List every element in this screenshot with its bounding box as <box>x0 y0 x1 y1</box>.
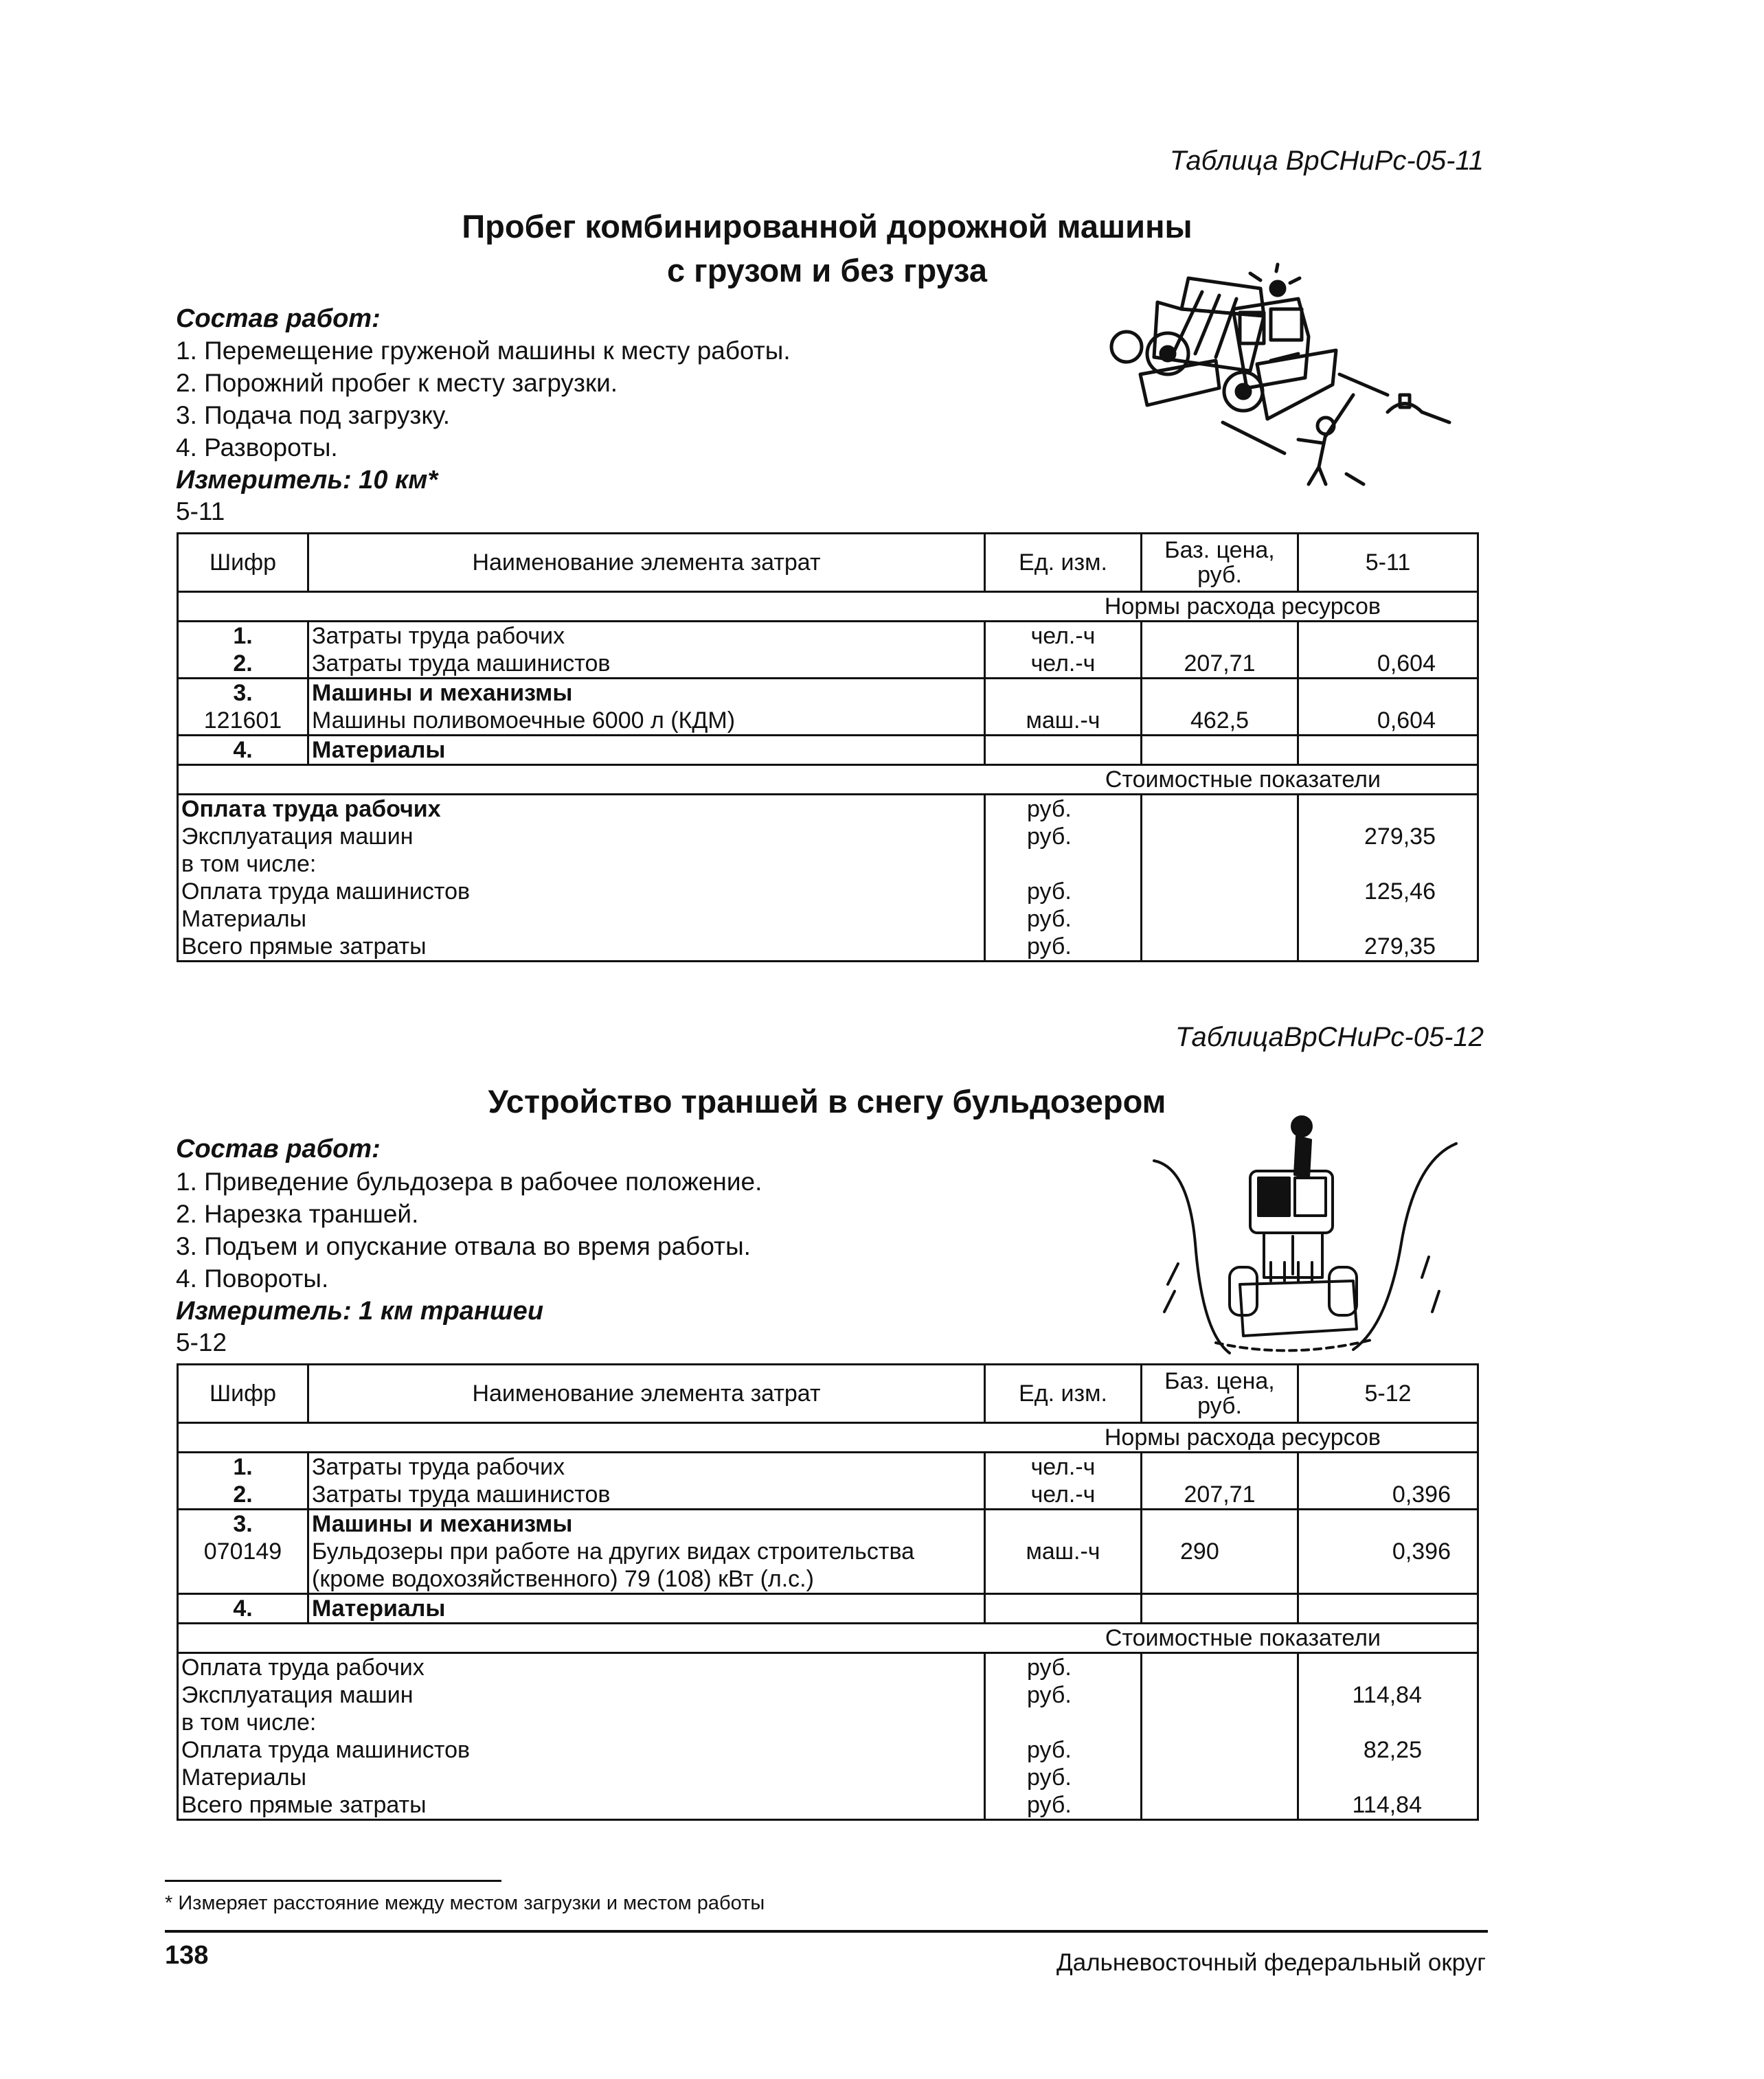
cost-row <box>178 878 1478 905</box>
cost-price <box>1142 1681 1298 1709</box>
row-code: 1. <box>178 1453 308 1481</box>
page-number: 138 <box>165 1941 209 1970</box>
row-value <box>1298 1510 1478 1538</box>
cost-value: 125,46 <box>1298 878 1478 905</box>
table-row <box>178 1594 1478 1624</box>
measure-unit: Измеритель: 10 км* <box>176 466 438 495</box>
row-unit <box>985 1594 1142 1624</box>
row-name: (кроме водохозяйственного) 79 (108) кВт (л.с.) <box>308 1565 985 1594</box>
table-row <box>178 1481 1478 1510</box>
cost-value: 114,84 <box>1298 1681 1478 1709</box>
header-cipher: Шифр <box>178 534 308 592</box>
row-name: Затраты труда машинистов <box>308 1481 985 1510</box>
row-unit <box>985 1565 1142 1594</box>
section-title-line: Устройство траншей в снегу бульдозером <box>488 1083 1166 1120</box>
cost-price <box>1142 823 1298 850</box>
row-name: Затраты труда рабочих <box>308 622 985 650</box>
row-code: 4. <box>178 736 308 765</box>
cost-value: 82,25 <box>1298 1736 1478 1764</box>
row-value <box>1298 1594 1478 1624</box>
row-value <box>1298 736 1478 765</box>
row-value: 0,396 <box>1298 1481 1478 1510</box>
cost-value: 279,35 <box>1298 933 1478 962</box>
row-code: 4. <box>178 1594 308 1624</box>
row-unit: маш.-ч <box>985 707 1142 736</box>
row-unit: чел.-ч <box>985 1453 1142 1481</box>
cost-label-row <box>178 1624 1478 1653</box>
cost-label: Стоимостные показатели <box>178 765 1478 795</box>
table-row <box>178 679 1478 707</box>
work-composition-heading: Состав работ: <box>176 304 381 333</box>
header-code: 5-12 <box>1298 1365 1478 1423</box>
cost-price <box>1142 1709 1298 1736</box>
cost-name: Оплата труда рабочих <box>178 795 985 823</box>
table-row <box>178 1565 1478 1594</box>
cost-price <box>1142 878 1298 905</box>
header-name: Наименование элемента затрат <box>308 534 985 592</box>
row-unit: маш.-ч <box>985 1538 1142 1565</box>
section-title-line: Пробег комбинированной дорожной машины <box>462 208 1192 245</box>
header-base-price: Баз. цена, руб. <box>1142 1365 1298 1423</box>
norms-label-row <box>178 592 1478 622</box>
header-unit: Ед. изм. <box>985 1365 1142 1423</box>
cost-value <box>1298 1764 1478 1791</box>
measure-unit: Измеритель: 1 км траншеи <box>176 1297 544 1326</box>
cost-row <box>178 905 1478 933</box>
cost-row <box>178 850 1478 878</box>
resource-norms-table <box>177 1363 1479 1821</box>
row-name: Затраты труда рабочих <box>308 1453 985 1481</box>
table-row <box>178 650 1478 679</box>
cost-name: в том числе: <box>178 1709 985 1736</box>
row-value: 0,604 <box>1298 650 1478 679</box>
cost-unit: руб. <box>985 795 1142 823</box>
row-price <box>1142 1565 1298 1594</box>
cost-name: Оплата труда рабочих <box>178 1653 985 1682</box>
row-name: Машины и механизмы <box>308 679 985 707</box>
table-code: 5-12 <box>176 1328 227 1356</box>
row-value <box>1298 622 1478 650</box>
row-value: 0,396 <box>1298 1538 1478 1565</box>
table-reference: ТаблицаВрСНиРс-05-12 <box>1175 1022 1484 1052</box>
row-value <box>1298 1565 1478 1594</box>
row-code: 1. <box>178 622 308 650</box>
table-header-row <box>178 534 1478 592</box>
table-header-row <box>178 1365 1478 1423</box>
row-name: Материалы <box>308 736 985 765</box>
work-composition-heading: Состав работ: <box>176 1135 381 1163</box>
cost-row <box>178 1791 1478 1820</box>
cost-name: в том числе: <box>178 850 985 878</box>
table-row <box>178 1510 1478 1538</box>
table-row <box>178 1538 1478 1565</box>
row-price <box>1142 622 1298 650</box>
table-code: 5-11 <box>176 497 225 525</box>
cost-value <box>1298 1709 1478 1736</box>
cost-name: Всего прямые затраты <box>178 1791 985 1820</box>
norms-label: Нормы расхода ресурсов <box>178 592 1478 622</box>
header-unit: Ед. изм. <box>985 534 1142 592</box>
cost-unit: руб. <box>985 1764 1142 1791</box>
cost-name: Эксплуатация машин <box>178 1681 985 1709</box>
row-unit: чел.-ч <box>985 650 1142 679</box>
row-unit <box>985 1510 1142 1538</box>
cost-unit: руб. <box>985 1681 1142 1709</box>
work-item: 1. Приведение бульдозера в рабочее положение. <box>176 1168 762 1196</box>
cost-row <box>178 933 1478 962</box>
row-name: Машины поливомоечные 6000 л (КДМ) <box>308 707 985 736</box>
header-name: Наименование элемента затрат <box>308 1365 985 1423</box>
cost-unit <box>985 1709 1142 1736</box>
cost-value: 114,84 <box>1298 1791 1478 1820</box>
row-price <box>1142 1594 1298 1624</box>
cost-unit: руб. <box>985 823 1142 850</box>
row-unit <box>985 679 1142 707</box>
work-item: 2. Порожний пробег к месту загрузки. <box>176 369 618 397</box>
work-items-list <box>176 334 791 464</box>
row-code: 121601 <box>178 707 308 736</box>
cost-price <box>1142 1736 1298 1764</box>
cost-value <box>1298 850 1478 878</box>
cost-unit: руб. <box>985 933 1142 962</box>
cost-name: Эксплуатация машин <box>178 823 985 850</box>
cost-value <box>1298 1653 1478 1682</box>
row-price: 207,71 <box>1142 1481 1298 1510</box>
running-footer-region: Дальневосточный федеральный округ <box>1056 1949 1486 1976</box>
norms-label: Нормы расхода ресурсов <box>178 1423 1478 1453</box>
cost-value <box>1298 905 1478 933</box>
row-price: 207,71 <box>1142 650 1298 679</box>
row-code <box>178 1565 308 1594</box>
road-machine-illustration <box>1099 240 1484 488</box>
row-value <box>1298 1453 1478 1481</box>
cost-price <box>1142 1764 1298 1791</box>
cost-label-row <box>178 765 1478 795</box>
cost-unit: руб. <box>985 1653 1142 1682</box>
footnote-divider <box>165 1880 501 1882</box>
row-name: Материалы <box>308 1594 985 1624</box>
row-code: 3. <box>178 679 308 707</box>
row-name: Затраты труда машинистов <box>308 650 985 679</box>
table-row <box>178 707 1478 736</box>
cost-label: Стоимостные показатели <box>178 1624 1478 1653</box>
cost-price <box>1142 933 1298 962</box>
work-item: 3. Подъем и опускание отвала во время работы. <box>176 1232 751 1260</box>
header-cipher: Шифр <box>178 1365 308 1423</box>
row-name: Бульдозеры при работе на других видах строительства <box>308 1538 985 1565</box>
row-code: 070149 <box>178 1538 308 1565</box>
footnote: * Измеряет расстояние между местом загрузки и местом работы <box>165 1892 765 1914</box>
row-code: 3. <box>178 1510 308 1538</box>
cost-name: Всего прямые затраты <box>178 933 985 962</box>
cost-price <box>1142 850 1298 878</box>
cost-price <box>1142 795 1298 823</box>
row-price <box>1142 1510 1298 1538</box>
row-unit: чел.-ч <box>985 1481 1142 1510</box>
cost-unit: руб. <box>985 905 1142 933</box>
row-price <box>1142 679 1298 707</box>
cost-row <box>178 1764 1478 1791</box>
cost-row <box>178 1709 1478 1736</box>
cost-row <box>178 1736 1478 1764</box>
work-item: 2. Нарезка траншей. <box>176 1200 419 1228</box>
header-base-price: Баз. цена, руб. <box>1142 534 1298 592</box>
cost-row <box>178 1681 1478 1709</box>
cost-row <box>178 1653 1478 1682</box>
header-code: 5-11 <box>1298 534 1478 592</box>
work-items-list <box>176 1166 762 1295</box>
cost-price <box>1142 905 1298 933</box>
table-row <box>178 1453 1478 1481</box>
cost-row <box>178 795 1478 823</box>
footer-divider <box>165 1930 1488 1933</box>
row-price: 462,5 <box>1142 707 1298 736</box>
row-price <box>1142 1453 1298 1481</box>
cost-name: Оплата труда машинистов <box>178 1736 985 1764</box>
cost-price <box>1142 1791 1298 1820</box>
section-title-line: с грузом и без груза <box>666 252 988 288</box>
cost-unit <box>985 850 1142 878</box>
cost-name: Материалы <box>178 905 985 933</box>
cost-value: 279,35 <box>1298 823 1478 850</box>
cost-unit: руб. <box>985 1736 1142 1764</box>
table-reference: Таблица ВрСНиРс-05-11 <box>1169 146 1484 176</box>
row-price: 290 <box>1142 1538 1298 1565</box>
work-item: 3. Подача под загрузку. <box>176 401 450 429</box>
cost-price <box>1142 1653 1298 1682</box>
resource-norms-table <box>177 532 1479 962</box>
work-item: 1. Перемещение груженой машины к месту работы. <box>176 337 791 365</box>
work-item: 4. Повороты. <box>176 1264 329 1293</box>
cost-row <box>178 823 1478 850</box>
row-code: 2. <box>178 1481 308 1510</box>
cost-name: Оплата труда машинистов <box>178 878 985 905</box>
bulldozer-illustration <box>1127 1106 1470 1360</box>
row-value: 0,604 <box>1298 707 1478 736</box>
row-name: Машины и механизмы <box>308 1510 985 1538</box>
cost-unit: руб. <box>985 1791 1142 1820</box>
table-row <box>178 622 1478 650</box>
row-code: 2. <box>178 650 308 679</box>
cost-value <box>1298 795 1478 823</box>
row-unit <box>985 736 1142 765</box>
table-row <box>178 736 1478 765</box>
row-value <box>1298 679 1478 707</box>
work-item: 4. Развороты. <box>176 433 338 462</box>
row-unit: чел.-ч <box>985 622 1142 650</box>
cost-name: Материалы <box>178 1764 985 1791</box>
cost-unit: руб. <box>985 878 1142 905</box>
norms-label-row <box>178 1423 1478 1453</box>
row-price <box>1142 736 1298 765</box>
